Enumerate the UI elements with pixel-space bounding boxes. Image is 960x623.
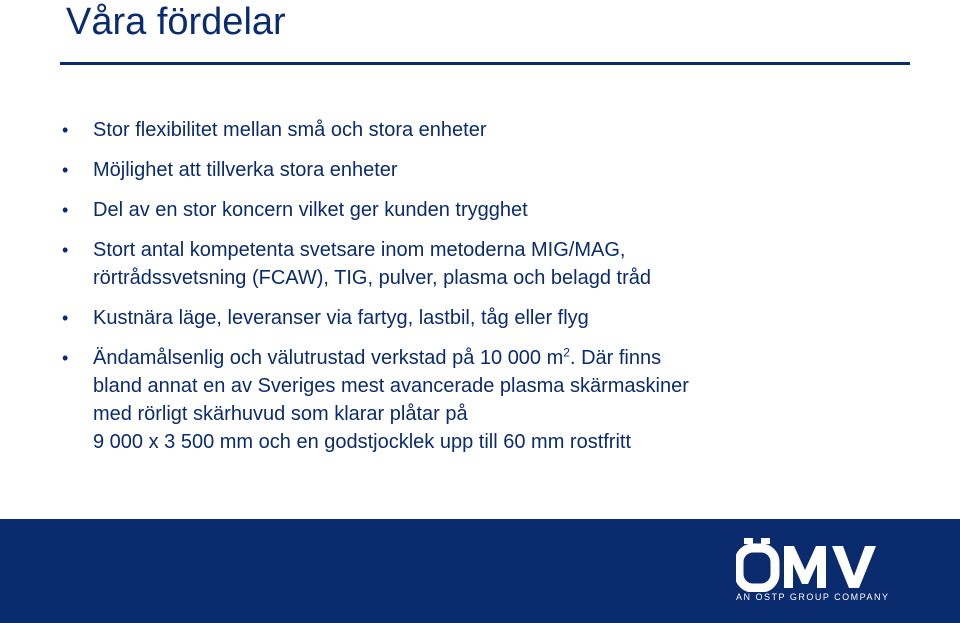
superscript-2: 2 bbox=[563, 345, 570, 360]
bullet-line: 9 000 x 3 500 mm och en godstjocklek upp till 60 mm rostfritt bbox=[93, 431, 632, 453]
bullet-line: • Del av en stor koncern vilket ger kunden trygghet bbox=[93, 199, 528, 221]
slide-title: Våra fördelar bbox=[66, 1, 286, 43]
bullet-item bbox=[60, 236, 920, 292]
workshop-text: Ändamålsenlig och välutrustad verkstad på 10 000 m bbox=[93, 347, 564, 369]
workshop-text-cont: . Där finns bbox=[569, 347, 662, 369]
logo-tagline: AN OSTP GROUP COMPANY bbox=[736, 592, 890, 602]
title-underline bbox=[60, 62, 910, 65]
bullet-line: med rörligt skärhuvud som klarar plåtar på bbox=[93, 403, 468, 425]
bullet-line: bland annat en av Sveriges mest avancerade plasma skärmaskiner bbox=[93, 375, 689, 397]
bullet-item-workshop bbox=[60, 344, 920, 456]
omv-logo-mark bbox=[736, 536, 896, 592]
bullet-item bbox=[60, 116, 920, 144]
bullet-line: • Stort antal kompetenta svetsare inom metoderna MIG/MAG, bbox=[93, 239, 626, 261]
bullet-line bbox=[93, 344, 920, 372]
bullet-item bbox=[60, 304, 920, 332]
bullet-item bbox=[60, 196, 920, 224]
bullet-line: rörtrådssvetsning (FCAW), TIG, pulver, plasma och belagd tråd bbox=[93, 267, 651, 289]
bullet-list bbox=[60, 116, 920, 468]
bullet-line: • Stor flexibilitet mellan små och stora enheter bbox=[93, 119, 487, 141]
bullet-line: • Kustnära läge, leveranser via fartyg, lastbil, tåg eller flyg bbox=[93, 307, 589, 329]
bullet-item bbox=[60, 156, 920, 184]
bullet-line: • Möjlighet att tillverka stora enheter bbox=[93, 159, 398, 181]
